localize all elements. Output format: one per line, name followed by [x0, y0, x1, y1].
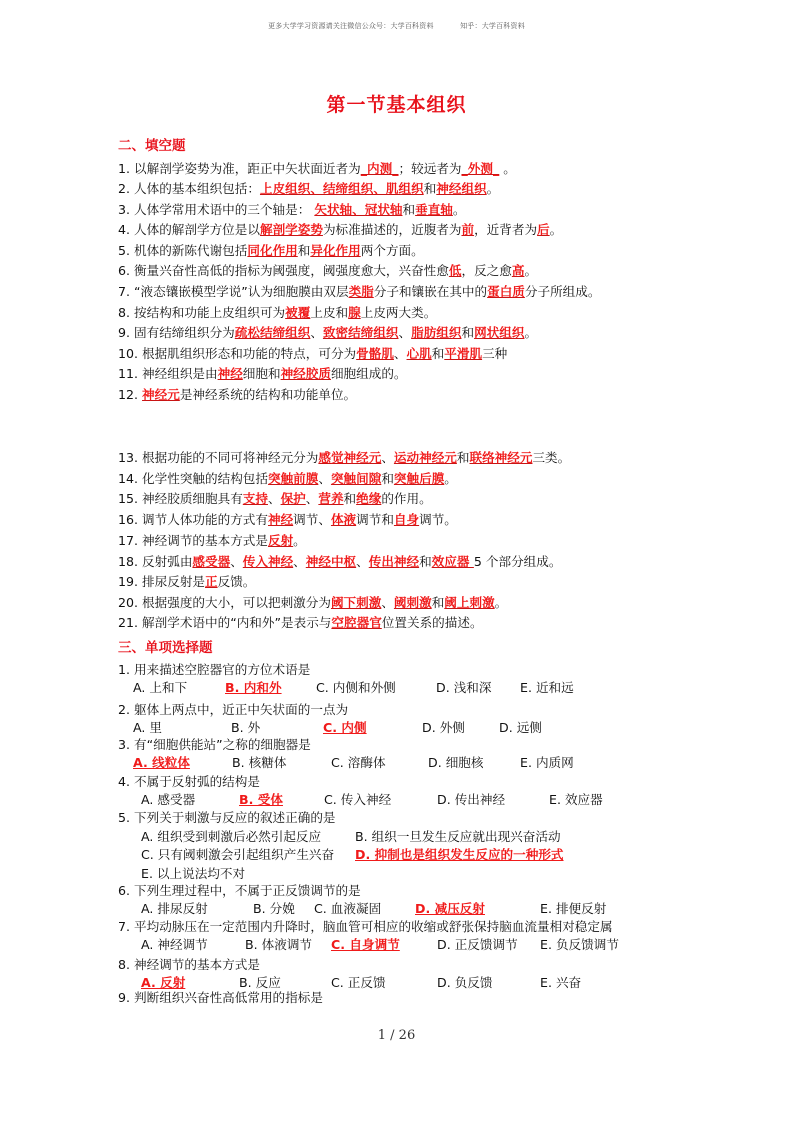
- fill-blank-item: [118, 512, 457, 528]
- question-text: 。: [444, 471, 457, 486]
- question-text: 、: [381, 595, 394, 610]
- question-text: 7. “液态镶嵌模型学说”认为细胞膜由双层: [118, 284, 349, 299]
- question-text: 两个方面。: [360, 243, 424, 258]
- question-text: 、: [293, 554, 306, 569]
- question-text: 为标准描述的，近腹者为: [322, 222, 462, 237]
- answer-text: 传入神经: [242, 554, 294, 569]
- question-text: 4. 人体的解剖学方位是以: [118, 222, 260, 237]
- answer-text: 反射: [267, 533, 294, 548]
- question-text: 分子和镶嵌在其中的: [373, 284, 488, 299]
- answer-text: 心肌: [406, 346, 432, 361]
- question-text: 的作用。: [381, 491, 432, 506]
- answer-text: 支持: [242, 491, 268, 506]
- answer-text: 神经: [267, 512, 294, 527]
- choice-option: C. 溶酶体: [331, 755, 386, 770]
- question-text: 9. 固有结缔组织分为: [118, 325, 235, 340]
- choice-option: C. 传入神经: [324, 792, 392, 807]
- answer-text: 被覆: [285, 305, 311, 320]
- choice-option: A. 神经调节: [141, 937, 208, 952]
- choice-option-correct: C. 内侧: [323, 720, 367, 735]
- choice-option: D. 远侧: [499, 720, 542, 735]
- choice-question: 2. 躯体上两点中，近正中矢状面的一点为: [118, 702, 349, 717]
- answer-text: 神经胶质: [280, 366, 331, 381]
- fill-blank-item: [118, 595, 507, 611]
- choice-option: A. 组织受到刺激后必然引起反应: [141, 828, 322, 844]
- fill-blank-item: [118, 305, 436, 321]
- fill-blank-item: [118, 325, 537, 341]
- fill-blank-item: [118, 222, 562, 238]
- answer-text: 高: [511, 263, 525, 278]
- header-note-left: 更多大学学习资源请关注微信公众号：大学百科资料: [268, 22, 434, 30]
- question-text: 细胞和: [242, 366, 281, 381]
- question-text: 和: [423, 181, 437, 196]
- answer-text: 突触前膜: [267, 471, 319, 486]
- choice-option: C. 内侧和外侧: [316, 680, 396, 695]
- answer-text: 感受器: [192, 554, 231, 569]
- question-text: 16. 调节人体功能的方式有: [118, 512, 268, 527]
- answer-text: 致密结缔组织: [322, 325, 399, 340]
- answer-text: 绝缘: [356, 491, 382, 506]
- question-text: 、: [398, 325, 412, 340]
- choice-question: 4. 不属于反射弧的结构是: [118, 774, 260, 789]
- choice-option: B. 分娩: [253, 901, 295, 916]
- choice-option: A. 里: [133, 720, 162, 735]
- answer-text: 空腔器官: [331, 615, 382, 630]
- answer-text: 突触后膜: [393, 471, 445, 486]
- header-note: [0, 21, 793, 31]
- question-text: 和: [461, 325, 475, 340]
- fill-blank-item: [118, 387, 356, 403]
- question-text: 、: [305, 491, 319, 506]
- choice-option: D. 正反馈调节: [437, 937, 518, 952]
- question-text: 。: [293, 533, 306, 548]
- question-text: 上皮两大类。: [360, 305, 437, 320]
- fill-blank-item: [118, 533, 306, 549]
- section-heading-single-choice: 三、单项选择题: [118, 640, 213, 656]
- answer-text: 垂直轴: [415, 202, 453, 217]
- question-text: 调节、: [293, 512, 331, 527]
- question-text: 15. 神经胶质细胞具有: [118, 491, 243, 506]
- question-text: 19. 排尿反射是: [118, 574, 206, 589]
- fill-blank-item: [118, 181, 499, 197]
- page-number: 1 / 26: [377, 1028, 416, 1043]
- answer-text: 体液: [330, 512, 357, 527]
- question-text: 上皮和: [310, 305, 349, 320]
- answer-text: 运动神经元: [393, 450, 457, 465]
- choice-option: B. 外: [231, 720, 261, 735]
- question-text: 。: [494, 595, 508, 610]
- answer-text: 正: [205, 574, 218, 589]
- question-text: 。: [486, 181, 500, 196]
- fill-blank-item: [118, 161, 516, 177]
- fill-blank-item: [118, 202, 465, 218]
- question-text: 、: [310, 325, 323, 340]
- question-text: 。: [499, 161, 516, 176]
- question-text: 、: [356, 554, 369, 569]
- choice-option: E. 近和远: [520, 680, 574, 695]
- choice-question: 6. 下列生理过程中，不属于正反馈调节的是: [118, 883, 361, 898]
- question-text: 20. 根据强度的大小，可以把刺激分为: [118, 595, 331, 610]
- answer-text: 神经中枢: [305, 554, 357, 569]
- question-text: 和: [402, 202, 416, 217]
- answer-text: 异化作用: [310, 243, 361, 258]
- answer-text: 感觉神经元: [318, 450, 382, 465]
- question-text: 。: [549, 222, 563, 237]
- choice-question: 7. 平均动脉压在一定范围内升降时，脑血管可相应的收缩或舒张保持脑血流量相对稳定属: [118, 919, 613, 934]
- choice-question: 5. 下列关于刺激与反应的叙述正确的是: [118, 810, 336, 825]
- choice-option: E. 负反馈调节: [540, 937, 619, 952]
- answer-text: _内测_: [360, 161, 399, 176]
- question-text: 、: [230, 554, 243, 569]
- choice-question: 1. 用来描述空腔器官的方位术语是: [118, 662, 311, 677]
- fill-blank-item: [118, 491, 432, 507]
- question-text: 和: [431, 595, 445, 610]
- choice-question: 8. 神经调节的基本方式是: [118, 957, 260, 972]
- answer-text: 保护: [280, 491, 306, 506]
- choice-option: B. 反应: [239, 975, 281, 990]
- choice-option: A. 排尿反射: [141, 901, 208, 916]
- choice-option-correct: C. 自身调节: [331, 937, 400, 952]
- answer-text: 神经: [217, 366, 243, 381]
- question-text: 2. 人体的基本组织包括：: [118, 181, 260, 196]
- answer-text: 神经组织: [436, 181, 487, 196]
- answer-text: 阈上刺激: [444, 595, 495, 610]
- answer-text: _外测_: [461, 161, 500, 176]
- question-text: 和: [343, 491, 357, 506]
- question-text: 14. 化学性突触的结构包括: [118, 471, 268, 486]
- answer-text: 同化作用: [247, 243, 298, 258]
- answer-text: 解剖学姿势: [259, 222, 323, 237]
- fill-blank-item: [118, 450, 570, 466]
- choice-option-correct: B. 内和外: [225, 680, 282, 695]
- answer-text: 脂肪组织: [411, 325, 462, 340]
- fill-blank-item: [118, 554, 561, 570]
- question-text: 位置关系的描述。: [381, 615, 483, 630]
- fill-blank-item: [118, 243, 424, 259]
- question-text: 三种: [482, 346, 508, 361]
- question-text: 是神经系统的结构和功能单位。: [179, 387, 357, 402]
- question-text: 1. 以解剖学姿势为准，距正中矢状面近者为: [118, 161, 361, 176]
- question-text: ；较远者为: [398, 161, 462, 176]
- question-text: 和: [456, 450, 470, 465]
- question-text: 细胞组成的。: [330, 366, 407, 381]
- fill-blank-item: [118, 574, 255, 590]
- fill-blank-item: [118, 263, 537, 279]
- question-text: 21. 解剖学术语中的“内和外”是表示与: [118, 615, 332, 630]
- answer-text: 疏松结缔组织: [234, 325, 311, 340]
- question-text: 、: [318, 471, 331, 486]
- fill-blank-item: [118, 615, 483, 631]
- section-heading-fill-blank: 二、填空题: [118, 138, 186, 154]
- fill-blank-item: [118, 471, 457, 487]
- answer-text: 阈刺激: [393, 595, 432, 610]
- question-text: 。: [452, 202, 466, 217]
- answer-text: 效应器: [431, 554, 474, 569]
- answer-text: 营养: [318, 491, 344, 506]
- choice-option: D. 浅和深: [436, 680, 492, 695]
- choice-option-correct: A. 反射: [141, 975, 186, 990]
- question-text: 和: [297, 243, 311, 258]
- choice-option-correct: D. 抑制也是组织发生反应的一种形式: [355, 847, 564, 862]
- answer-text: 神经元: [142, 387, 180, 402]
- question-text: 和: [419, 554, 432, 569]
- question-text: 、: [393, 346, 407, 361]
- question-text: 5. 机体的新陈代谢包括: [118, 243, 248, 258]
- question-text: 三类。: [532, 450, 571, 465]
- question-text: 17. 神经调节的基本方式是: [118, 533, 268, 548]
- answer-text: 骨骼肌: [356, 346, 394, 361]
- choice-option: C. 正反馈: [331, 975, 386, 990]
- answer-text: 联络神经元: [469, 450, 533, 465]
- choice-question: 9. 判断组织兴奋性高低常用的指标是: [118, 990, 323, 1005]
- choice-option-correct: D. 减压反射: [415, 901, 485, 916]
- answer-text: 自身: [393, 512, 420, 527]
- header-note-right: 知乎：大学百科资料: [460, 22, 525, 30]
- fill-blank-item: [118, 346, 507, 362]
- question-text: 反馈。: [217, 574, 256, 589]
- choice-option: A. 感受器: [141, 792, 196, 807]
- choice-option: A. 上和下: [133, 680, 188, 695]
- answer-text: 传出神经: [368, 554, 420, 569]
- answer-text: 上皮组织、结缔组织、肌组织: [259, 181, 424, 196]
- question-text: 18. 反射弧由: [118, 554, 193, 569]
- question-text: 调节和: [356, 512, 394, 527]
- answer-text: 矢状轴、冠状轴: [314, 202, 403, 217]
- question-text: 、: [381, 450, 394, 465]
- question-text: 、: [267, 491, 281, 506]
- choice-question: 3. 有“细胞供能站”之称的细胞器是: [118, 737, 311, 752]
- choice-option: B. 组织一旦发生反应就出现兴奋活动: [355, 828, 561, 844]
- question-text: 6. 衡量兴奋性高低的指标为阈强度，阈强度愈大，兴奋性愈: [118, 263, 449, 278]
- choice-option: E. 排便反射: [540, 901, 607, 916]
- answer-text: 突触间隙: [330, 471, 382, 486]
- choice-option: E. 效应器: [549, 792, 603, 807]
- question-text: 5 个部分组成。: [473, 554, 562, 569]
- question-text: 10. 根据肌组织形态和功能的特点，可分为: [118, 346, 357, 361]
- choice-option: D. 传出神经: [437, 792, 506, 807]
- question-text: 。: [524, 325, 538, 340]
- page-title: 第一节基本组织: [326, 94, 467, 116]
- choice-option: E. 内质网: [520, 755, 574, 770]
- choice-option: D. 细胞核: [428, 755, 484, 770]
- answer-text: 类脂: [348, 284, 374, 299]
- choice-option: E. 兴奋: [540, 975, 582, 990]
- question-text: 分子所组成。: [524, 284, 601, 299]
- choice-option: D. 外侧: [422, 720, 465, 735]
- choice-option: C. 血液凝固: [314, 901, 382, 916]
- answer-text: 前: [461, 222, 475, 237]
- question-text: 调节。: [419, 512, 457, 527]
- question-text: ，近背者为: [474, 222, 538, 237]
- choice-option: B. 核糖体: [232, 755, 287, 770]
- answer-text: 网状组织: [474, 325, 525, 340]
- choice-option-correct: B. 受体: [239, 792, 283, 807]
- choice-option: D. 负反馈: [437, 975, 493, 990]
- answer-text: 阈下刺激: [330, 595, 382, 610]
- question-text: 11. 神经组织是由: [118, 366, 218, 381]
- answer-text: 平滑肌: [444, 346, 483, 361]
- answer-text: 腺: [348, 305, 361, 320]
- question-text: 。: [524, 263, 538, 278]
- choice-option: E. 以上说法均不对: [141, 865, 246, 881]
- question-text: 和: [431, 346, 445, 361]
- choice-option: B. 体液调节: [245, 937, 313, 952]
- question-text: 3. 人体学常用术语中的三个轴是：: [118, 202, 315, 217]
- fill-blank-item: [118, 366, 407, 382]
- question-text: 和: [381, 471, 394, 486]
- answer-text: 低: [448, 263, 462, 278]
- question-text: 12.: [118, 387, 143, 402]
- fill-blank-item: [118, 284, 600, 300]
- question-text: 13. 根据功能的不同可将神经元分为: [118, 450, 319, 465]
- choice-option-correct: A. 线粒体: [133, 755, 190, 770]
- answer-text: 蛋白质: [487, 284, 525, 299]
- answer-text: 后: [537, 222, 550, 237]
- question-text: 8. 按结构和功能上皮组织可为: [118, 305, 286, 320]
- question-text: ，反之愈: [461, 263, 512, 278]
- choice-option: C. 只有阈刺激会引起组织产生兴奋: [141, 847, 335, 862]
